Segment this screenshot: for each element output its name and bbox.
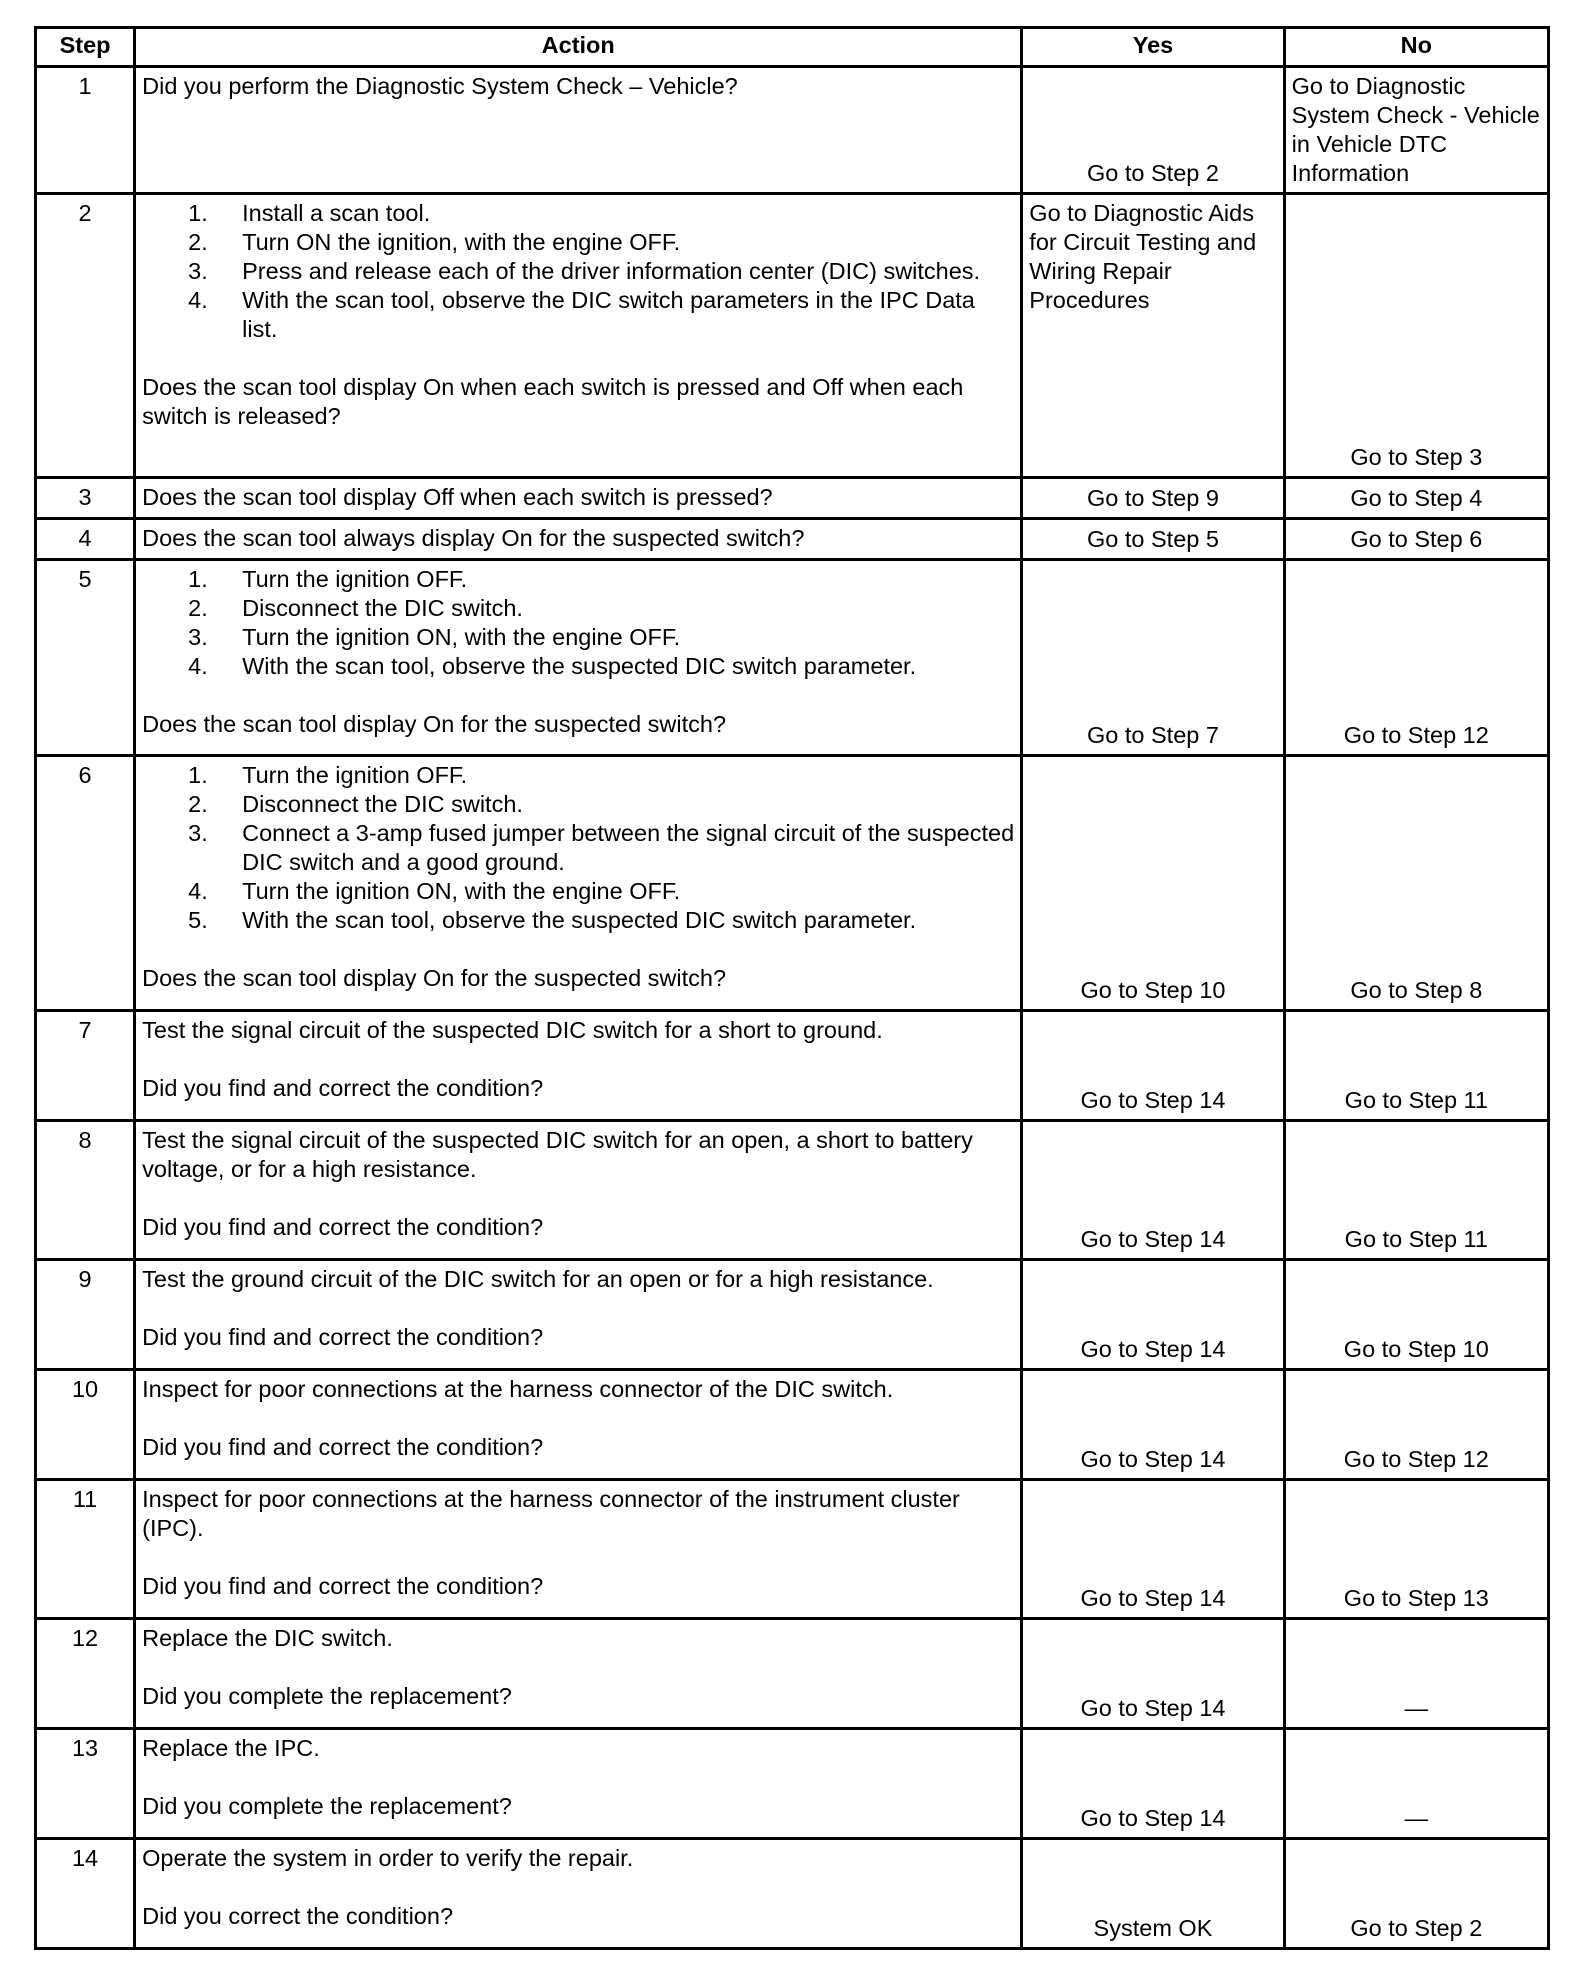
action-text: Test the signal circuit of the suspected DIC switch for an open, a short to battery voltage, or for a high resistance. [142,1127,973,1182]
action-text: Operate the system in order to verify the repair. [142,1845,634,1871]
step-number: 14 [36,1839,135,1949]
no-cell: — [1284,1729,1548,1839]
no-cell: Go to Step 2 [1284,1839,1548,1949]
yes-cell: Go to Step 14 [1022,1480,1284,1619]
question-text: Did you find and correct the condition? [142,1214,544,1240]
action-text: Test the ground circuit of the DIC switch for an open or for a high resistance. [142,1266,934,1292]
table-row [36,756,1549,1011]
question-text: Does the scan tool display On for the suspected switch? [142,711,727,737]
yes-cell: Go to Step 14 [1022,1370,1284,1480]
substep: 5. With the scan tool, observe the suspected DIC switch parameter. [188,907,917,933]
no-cell: Go to Step 6 [1284,519,1548,560]
yes-cell: Go to Step 7 [1022,560,1284,756]
action-cell [135,1370,1022,1480]
yes-cell: System OK [1022,1839,1284,1949]
action-text: Replace the IPC. [142,1735,320,1761]
yes-cell: Go to Step 14 [1022,1619,1284,1729]
no-cell: Go to Step 10 [1284,1260,1548,1370]
header-yes: Yes [1022,28,1284,67]
action-text: Test the signal circuit of the suspected DIC switch for a short to ground. [142,1017,883,1043]
action-text: Inspect for poor connections at the harness connector of the DIC switch. [142,1376,894,1402]
action-cell [135,1619,1022,1729]
substep: 1. Turn the ignition OFF. [188,566,468,592]
substep: 3. Connect a 3-amp fused jumper between the signal circuit of the suspected DIC switch and a good ground. [188,820,1015,875]
question-text: Did you find and correct the condition? [142,1075,544,1101]
header-row [36,28,1549,67]
yes-cell: Go to Diagnostic Aids for Circuit Testing and Wiring Repair Procedures [1022,194,1284,478]
step-number: 1 [36,67,135,194]
no-cell: Go to Step 8 [1284,756,1548,1011]
yes-cell: Go to Step 14 [1022,1729,1284,1839]
substep-list [142,565,1014,681]
table-row [36,1619,1549,1729]
step-number: 3 [36,478,135,519]
no-cell: Go to Diagnostic System Check - Vehicle in Vehicle DTC Information [1284,67,1548,194]
question-text: Did you find and correct the condition? [142,1434,544,1460]
question-text: Did you find and correct the condition? [142,1324,544,1350]
step-number: 6 [36,756,135,1011]
yes-cell: Go to Step 9 [1022,478,1284,519]
table-row [36,1839,1549,1949]
step-number: 4 [36,519,135,560]
substep-list [142,199,1014,344]
substep: 3. Press and release each of the driver information center (DIC) switches. [188,258,981,284]
table-row [36,67,1549,194]
yes-cell: Go to Step 14 [1022,1121,1284,1260]
table-row [36,1260,1549,1370]
no-cell: — [1284,1619,1548,1729]
table-row [36,560,1549,756]
no-cell: Go to Step 12 [1284,560,1548,756]
yes-cell: Go to Step 14 [1022,1260,1284,1370]
substep: 4. With the scan tool, observe the DIC switch parameters in the IPC Data list. [188,287,975,342]
question-text: Did you correct the condition? [142,1903,454,1929]
question-text: Did you find and correct the condition? [142,1573,544,1599]
table-row [36,519,1549,560]
action-cell [135,756,1022,1011]
substep: 1. Install a scan tool. [188,200,431,226]
action-cell [135,1729,1022,1839]
substep: 4. Turn the ignition ON, with the engine OFF. [188,878,681,904]
action-cell [135,194,1022,478]
header-step: Step [36,28,135,67]
question-text: Did you complete the replacement? [142,1683,512,1709]
question-text: Does the scan tool display On for the suspected switch? [142,965,727,991]
substep: 2. Turn ON the ignition, with the engine OFF. [188,229,681,255]
substep: 3. Turn the ignition ON, with the engine OFF. [188,624,681,650]
substep: 2. Disconnect the DIC switch. [188,791,523,817]
substep: 2. Disconnect the DIC switch. [188,595,523,621]
action-cell [135,1121,1022,1260]
table-row [36,478,1549,519]
question-text: Does the scan tool display On when each switch is pressed and Off when each switch is released? [142,374,964,429]
table-row [36,1370,1549,1480]
no-cell: Go to Step 11 [1284,1121,1548,1260]
step-number: 7 [36,1011,135,1121]
no-cell: Go to Step 12 [1284,1370,1548,1480]
step-number: 9 [36,1260,135,1370]
step-number: 10 [36,1370,135,1480]
yes-cell: Go to Step 14 [1022,1011,1284,1121]
table-row [36,1011,1549,1121]
question-text: Did you complete the replacement? [142,1793,512,1819]
yes-cell: Go to Step 5 [1022,519,1284,560]
action-cell [135,1011,1022,1121]
header-action: Action [135,28,1022,67]
action-cell [135,1480,1022,1619]
substep: 1. Turn the ignition OFF. [188,762,468,788]
step-number: 12 [36,1619,135,1729]
step-number: 2 [36,194,135,478]
step-number: 8 [36,1121,135,1260]
action-cell [135,1260,1022,1370]
action-cell: Does the scan tool display Off when each switch is pressed? [135,478,1022,519]
step-number: 5 [36,560,135,756]
no-cell: Go to Step 13 [1284,1480,1548,1619]
yes-cell: Go to Step 2 [1022,67,1284,194]
action-text: Replace the DIC switch. [142,1625,393,1651]
no-cell: Go to Step 3 [1284,194,1548,478]
table-row [36,1729,1549,1839]
table-row [36,1121,1549,1260]
no-cell: Go to Step 4 [1284,478,1548,519]
header-no: No [1284,28,1548,67]
substep-list [142,761,1014,935]
step-number: 11 [36,1480,135,1619]
action-cell [135,560,1022,756]
action-cell: Did you perform the Diagnostic System Check – Vehicle? [135,67,1022,194]
yes-cell: Go to Step 10 [1022,756,1284,1011]
table-row [36,1480,1549,1619]
no-cell: Go to Step 11 [1284,1011,1548,1121]
step-number: 13 [36,1729,135,1839]
table-row [36,194,1549,478]
action-cell: Does the scan tool always display On for the suspected switch? [135,519,1022,560]
action-text: Inspect for poor connections at the harness connector of the instrument cluster (IPC). [142,1486,960,1541]
action-cell [135,1839,1022,1949]
diagnostic-table [34,26,1550,1950]
substep: 4. With the scan tool, observe the suspected DIC switch parameter. [188,653,917,679]
